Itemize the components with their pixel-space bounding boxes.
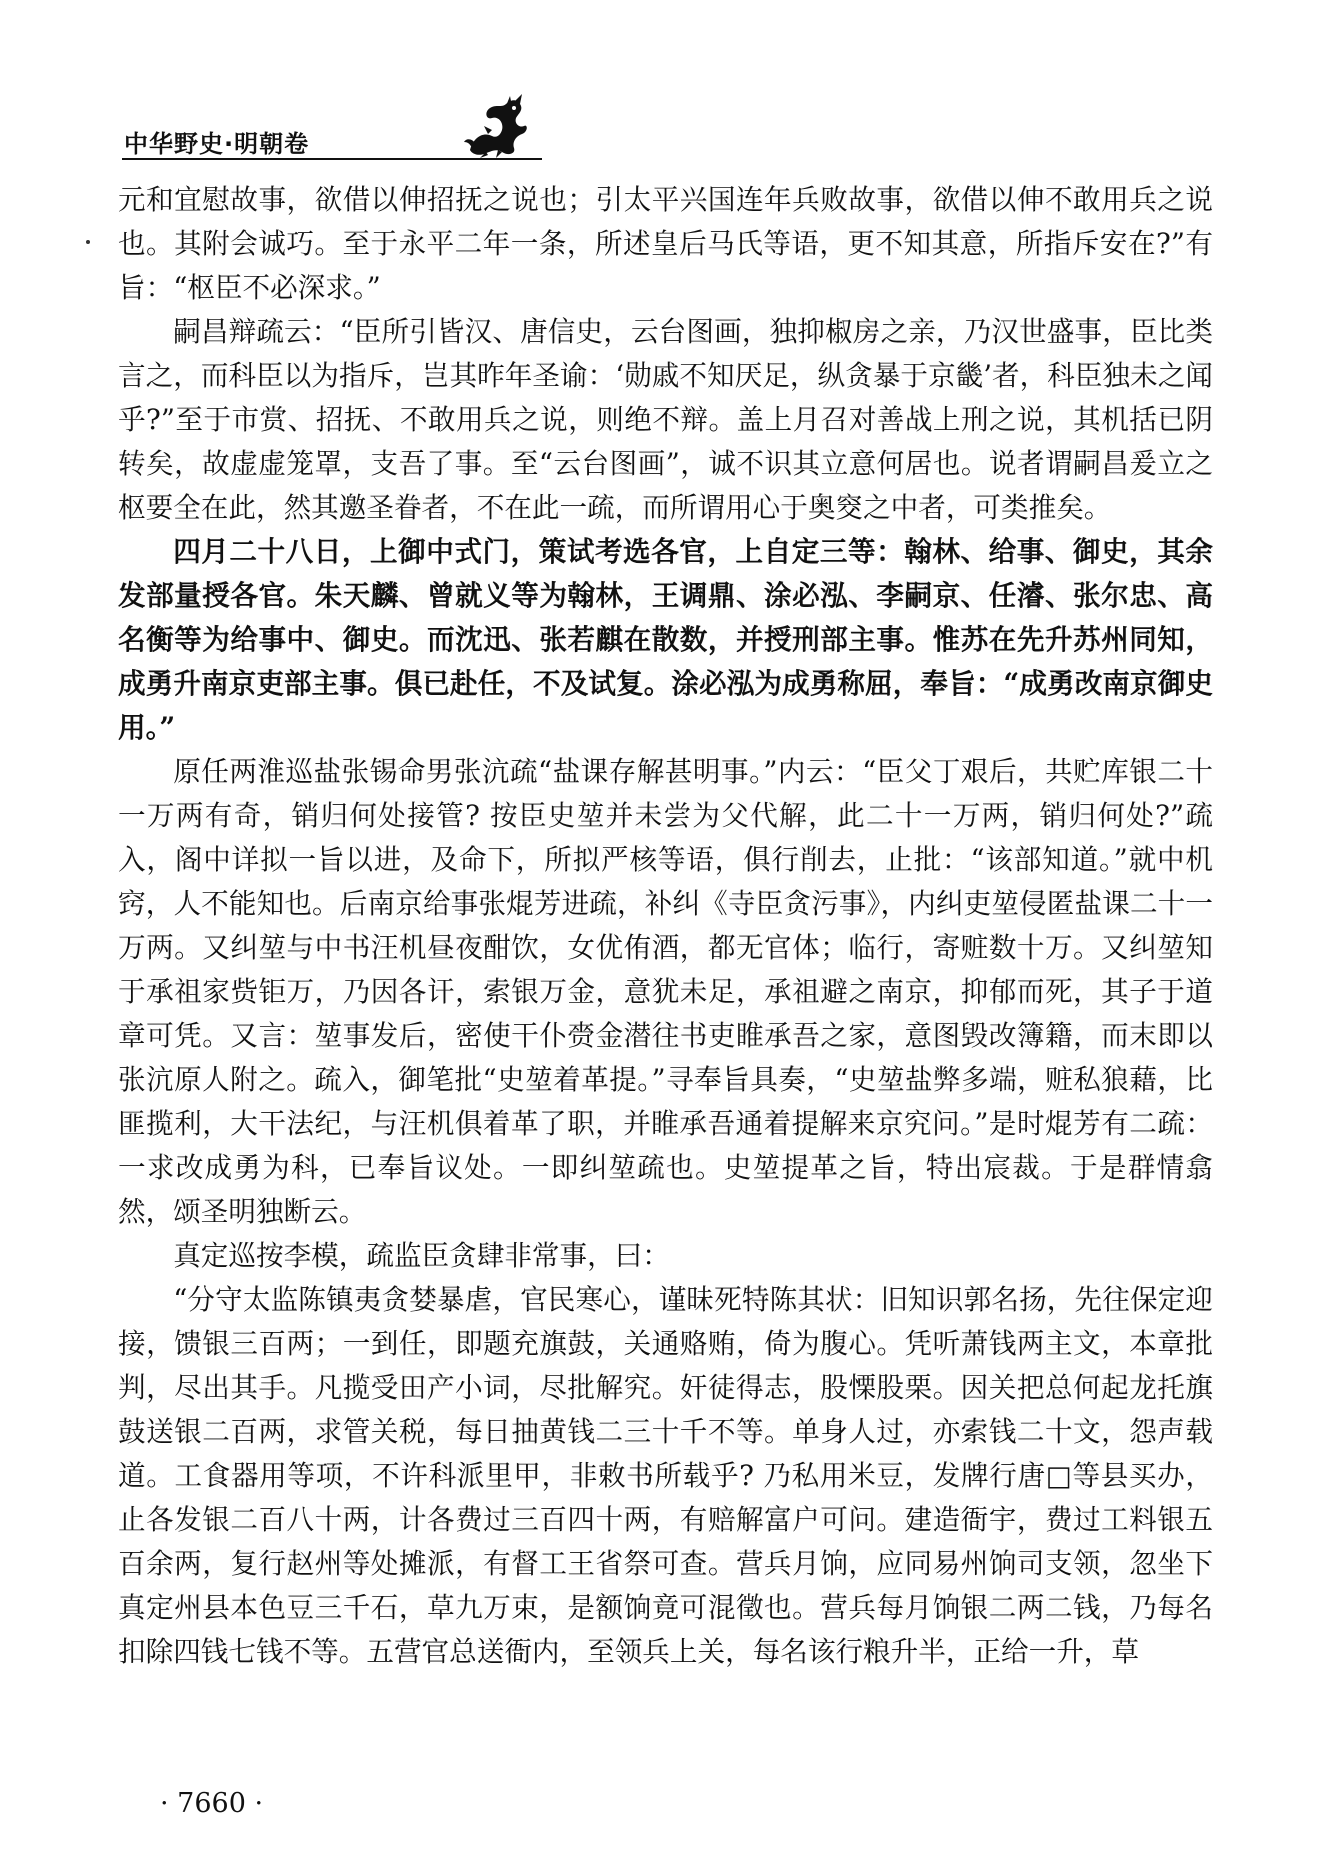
paragraph: 嗣昌辩疏云：“臣所引皆汉、唐信史，云台图画，独抑椒房之亲，乃汉世盛事，臣比类言之，而科臣以为指斥，岂其昨年圣谕：‘勋戚不知厌足，纵贪暴于京畿’者，科臣独未之闻乎?”至于市赏、招抚、不敢用兵之说，则绝不辩。盖上月召对善战上刑之说，其机括已阴转矣，故虚虚笼罩，支吾了事。至“云台图画”，诚不识其立意何居也。说者谓嗣昌爰立之枢要全在此，然其邀圣眷者，不在此一疏，而所谓用心于奥窔之中者，可类推矣。 <box>118 315 1213 524</box>
paragraph: “分守太监陈镇夷贪婪暴虐，官民寒心，谨昧死特陈其状：旧知识郭名扬，先往保定迎接，馈银三百两；一到任，即题充旗鼓，关通赂贿，倚为腹心。凭听萧钱两主文，本章批判，尽出其手。凡揽受田产小词，尽批解究。奸徒得志，股慄股栗。因关把总何起龙托旗鼓送银二百两，求管关税，每日抽黄钱二三十千不等。单身人过，亦索钱二十文，怨声载道。工食器用等项，不许科派里甲，非敕书所载乎? 乃私用米豆，发牌行唐□等县买办，止各发银二百八十两，计各费过三百四十两，有赔解富户可问。建造衙宇，费过工料银五百余两，复行赵州等处摊派，有督工王省祭可查。营兵月饷，应同易州饷司支领，忽坐下真定州县本色豆三千石，草九万束，是额饷竟可混徵也。营兵每月饷银二两二钱，乃每名扣除四钱七钱不等。五营官总送衙内，至领兵上关，每名该行粮升半，正给一升，草 <box>118 1283 1213 1668</box>
running-header <box>122 92 542 162</box>
book-title: 中华野史·明朝卷 <box>124 130 310 158</box>
paragraph: 原任两淮巡盐张锡命男张沆疏“盐课存解甚明事。”内云：“臣父丁艰后，共贮库银二十一万两有奇，销归何处接管? 按臣史堃并未尝为父代解，此二十一万两，销归何处?”疏入，阁中详拟一旨以进，及命下，所拟严核等语，俱行削去，止批：“该部知道。”就中机窍，人不能知也。后南京给事张焜芳进疏，补纠《寺臣贪污事》，内纠吏堃侵匿盐课二十一万两。又纠堃与中书汪机昼夜酣饮，女优侑酒，都无官体；临行，寄赃数十万。又纠堃知于承祖家赀钜万，乃因各讦，索银万金，意犹未足，承祖避之南京，抑郁而死，其子于道章可凭。又言：堃事发后，密使干仆赍金潜往书吏睢承吾之家，意图毁改簿籍，而末即以张沆原人附之。疏入，御笔批“史堃着革提。”寻奉旨具奏，“史堃盐弊多端，赃私狼藉，比匪揽利，大干法纪，与汪机俱着革了职，并睢承吾通着提解来京究问。”是时焜芳有二疏：一求改成勇为科，已奉旨议处。一即纠堃疏也。史堃提革之旨，特出宸裁。于是群情翕然，颂圣明独断云。 <box>118 755 1213 1228</box>
paragraph: 元和宜慰故事，欲借以伸招抚之说也；引太平兴国连年兵败故事，欲借以伸不敢用兵之说也。其附会诚巧。至于永平二年一条，所述皇后马氏等语，更不知其意，所指斥安在?”有旨：“枢臣不必深求。” <box>118 183 1213 304</box>
paragraph: 四月二十八日，上御中式门，策试考选各官，上自定三等：翰林、给事、御史，其余发部量授各官。朱天麟、曾就义等为翰林，王调鼎、涂必泓、李嗣京、任濬、张尔忠、高名衡等为给事中、御史。而沈迅、张若麒在散数，并授刑部主事。惟苏在先升苏州同知，成勇升南京吏部主事。俱已赴任，不及试复。涂必泓为成勇称屈，奉旨：“成勇改南京御史用。” <box>118 535 1213 744</box>
header-rule <box>122 158 542 160</box>
margin-dot <box>86 240 90 244</box>
paragraph: 真定巡按李模，疏监臣贪肆非常事，曰： <box>173 1239 670 1272</box>
page-number: · 7660 · <box>160 1788 264 1819</box>
main-text <box>118 178 1213 1674</box>
dragon-emblem-icon <box>462 92 532 158</box>
